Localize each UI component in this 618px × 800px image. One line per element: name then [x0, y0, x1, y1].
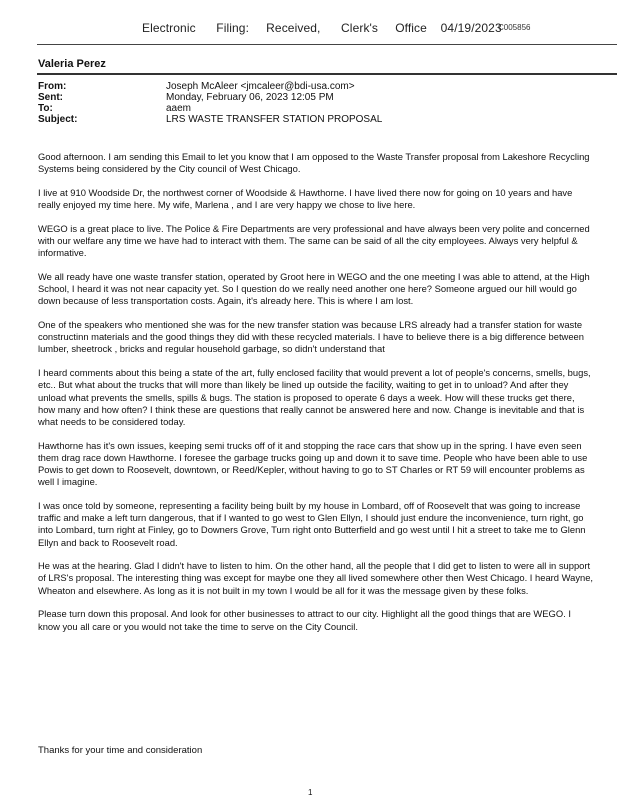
filing-id: C005856: [498, 23, 531, 32]
sent-label: Sent:: [38, 92, 63, 103]
body-paragraph: I heard comments about this being a state of the art, fully enclosed facility that would prevent a lot of people's concerns, smells, bugs, etc.. But what about the trucks that will more than likely be lined up outside the facility, waiting to get in to unload? And after they unload what prevents the smells, spills & bugs. The station is proposed to operate 6 days a week. How will these trucks get there, how many and how often? I think these are questions that really cannot be answered here and now. Change is inevitable and that is what needs to be considered today.: [38, 367, 591, 427]
body-paragraph: I live at 910 Woodside Dr, the northwest corner of Woodside & Hawthorne. I have lived there now for going on 10 years and have really enjoyed my time here. My wife, Marlena , and I are very happy we chose to live here.: [38, 186, 573, 211]
page-number: 1: [308, 788, 313, 797]
to-label: To:: [38, 103, 53, 114]
body-paragraph: WEGO is a great place to live. The Police & Fire Departments are very professional and have always been very polite and concerned with our welfare any time we have had to interact with them. The same can be said of all the city employees. Always very helpful & informative.: [38, 222, 590, 259]
email-body: [38, 151, 594, 644]
body-paragraph: One of the speakers who mentioned she was for the new transfer station was because LRS already had a transfer station for waste constructinn materials and the good things they did with these recycled materials. I have to believe there is a big difference between lumber, sheetrock , bricks and regular household garbage, so didn't understand that: [38, 319, 584, 355]
top-rule: [37, 44, 617, 45]
from-value: Joseph McAleer <jmcaleer@bdi-usa.com>: [166, 81, 355, 92]
body-paragraph: He was at the hearing. Glad I didn't have to listen to him. On the other hand, all the people that I did get to listen to were all in support of LRS's proposal. The interesting thing was except for maybe one they all lived somewhere other then West Chicago. I heard Wayne, Wheaton and elsewhere. As long as it is not built in my town I would be all for it was the message given by these folks.: [38, 560, 594, 596]
body-paragraph: Good afternoon. I am sending this Email to let you know that I am opposed to the Waste Transfer proposal from Lakeshore Recycling Systems being considered by the City council of West Chicago.: [38, 151, 590, 175]
subject-label: Subject:: [38, 114, 78, 125]
author-rule: [37, 73, 617, 75]
author-name: Valeria Perez: [38, 58, 106, 70]
electronic-filing-stamp: Electronic Filing: Received, Clerk's Office 04/19/2023: [142, 21, 502, 35]
sent-value: Monday, February 06, 2023 12:05 PM: [166, 92, 334, 103]
to-value: aaem: [166, 103, 192, 114]
closing-line: Thanks for your time and consideration: [38, 745, 203, 756]
body-paragraph: We all ready have one waste transfer station, operated by Groot here in WEGO and the one meeting I was able to attend, at the High School, I heard it was not near capacity yet. So I question do we really need another one here? Someone argued our hill would go down because of less transportation costs. Again, it's already here. This is where I am lost.: [38, 270, 590, 307]
from-label: From:: [38, 81, 67, 92]
body-paragraph: I was once told by someone, representing a facility being built by my house in Lombard, off of Roosevelt that was going to increase traffic and make a left turn dangerous, that if I wanted to go west to Glen Ellyn, I should just endure the inconvenience, turn right, go into Lombard, turn right at Finley, go to Downers Grove, Turn right onto Butterfield and go west until I hit a street to take me to Glenn Ellyn and back to Roosevelt road.: [38, 499, 586, 548]
body-paragraph: Hawthorne has it's own issues, keeping semi trucks off of it and stopping the race cars that show up in the spring. I have even seen them drag race down Hawthorne. I foresee the garbage trucks going up and down it to save time. People who have been able to use Powis to get down to Roosevelt, downtown, or Reed/Kepler, without having to go to ST Charles or RT 59 will encounter problems as well I imagine.: [38, 439, 588, 488]
body-paragraph: Please turn down this proposal. And look for other businesses to attract to our city. Highlight all the good things that are WEGO. I know you all care or you would not take the time to serve on the City Council.: [38, 608, 571, 632]
subject-value: LRS WASTE TRANSFER STATION PROPOSAL: [166, 114, 383, 125]
